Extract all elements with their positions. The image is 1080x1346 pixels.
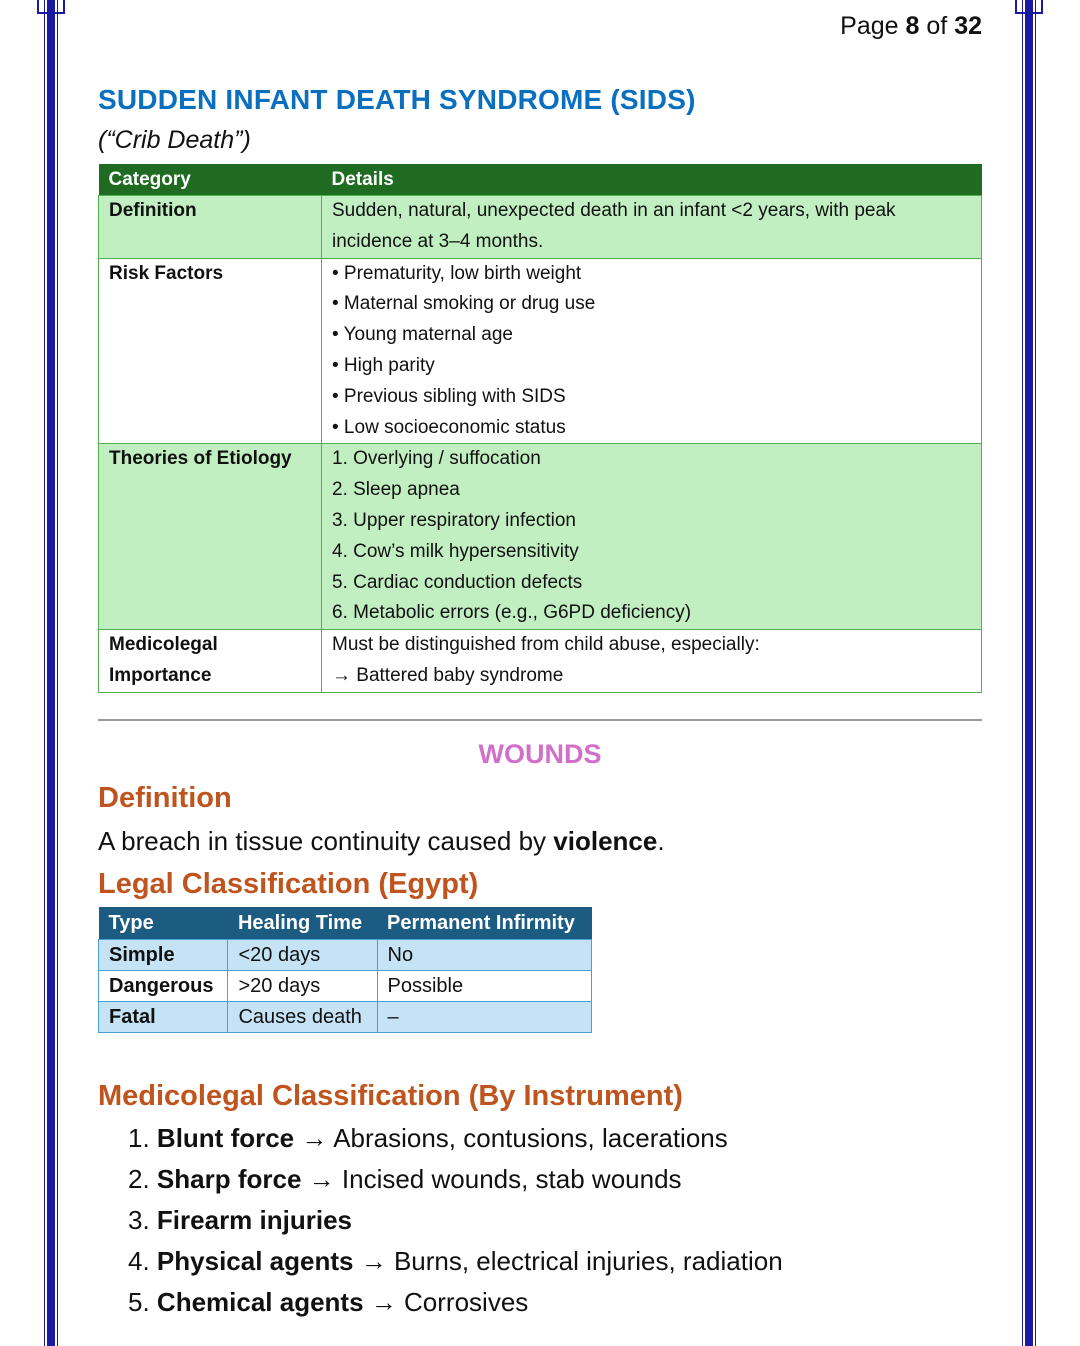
table-row	[99, 971, 592, 1002]
sids-title: SUDDEN INFANT DEATH SYNDROME (SIDS)	[98, 84, 696, 115]
sids-table-header	[99, 164, 982, 196]
table-row	[99, 630, 982, 693]
cell-type: Dangerous	[99, 971, 228, 1002]
cell-healing-time: <20 days	[228, 940, 377, 971]
row-details: • Prematurity, low birth weight • Maternal smoking or drug use • Young maternal age • High parity • Previous sibling with SIDS • Low socioeconomic status	[322, 258, 982, 444]
definition-heading: Definition	[98, 782, 232, 814]
row-category: Theories of Etiology	[99, 444, 322, 630]
list-item: 2. Sharp force → Incised wounds, stab wounds	[128, 1164, 682, 1194]
list-item: 4. Physical agents → Burns, electrical injuries, radiation	[128, 1246, 783, 1276]
border-corner-right	[1015, 0, 1043, 14]
column-header-permanent-infirmity: Permanent Infirmity	[377, 907, 592, 940]
row-category: Definition	[99, 196, 322, 259]
list-item: 1. Blunt force → Abrasions, contusions, lacerations	[128, 1123, 728, 1153]
row-details: 1. Overlying / suffocation 2. Sleep apnea 3. Upper respiratory infection 4. Cow’s milk hypersensitivity 5. Cardiac conduction defects 6. Metabolic errors (e.g., G6PD deficiency)	[322, 444, 982, 630]
row-category: Medicolegal Importance	[99, 630, 322, 693]
table-row	[99, 196, 982, 259]
table-row	[99, 258, 982, 444]
page-number: Page 8 of 32	[840, 12, 982, 40]
row-category: Risk Factors	[99, 258, 322, 444]
table-row	[99, 1002, 592, 1033]
cell-infirmity: No	[377, 940, 592, 971]
wounds-title: WOUNDS	[478, 739, 602, 769]
list-item: 3. Firearm injuries	[128, 1205, 352, 1235]
section-divider	[98, 719, 982, 721]
cell-healing-time: >20 days	[228, 971, 377, 1002]
table-row	[99, 940, 592, 971]
column-header-type: Type	[99, 907, 228, 940]
list-item: 5. Chemical agents → Corrosives	[128, 1287, 529, 1317]
legal-classification-heading: Legal Classification (Egypt)	[98, 868, 479, 900]
page-border-left	[44, 0, 58, 1346]
legal-classification-table	[98, 907, 592, 1033]
column-header-category: Category	[99, 164, 322, 196]
row-details: Must be distinguished from child abuse, especially: → Battered baby syndrome	[322, 630, 982, 693]
column-header-details: Details	[322, 164, 982, 196]
cell-healing-time: Causes death	[228, 1002, 377, 1033]
row-details: Sudden, natural, unexpected death in an infant <2 years, with peak incidence at 3–4 months.	[322, 196, 982, 259]
cell-type: Fatal	[99, 1002, 228, 1033]
border-corner-left	[37, 0, 65, 14]
cell-type: Simple	[99, 940, 228, 971]
definition-text: A breach in tissue continuity caused by violence.	[98, 826, 665, 856]
column-header-healing-time: Healing Time	[228, 907, 377, 940]
legal-table-header	[99, 907, 592, 940]
sids-subtitle: (“Crib Death”)	[98, 126, 251, 154]
table-row	[99, 444, 982, 630]
sids-table	[98, 164, 982, 693]
cell-infirmity: Possible	[377, 971, 592, 1002]
page-border-right	[1022, 0, 1036, 1346]
cell-infirmity: –	[377, 1002, 592, 1033]
medicolegal-classification-heading: Medicolegal Classification (By Instrument)	[98, 1080, 683, 1112]
instrument-list	[128, 1118, 783, 1323]
